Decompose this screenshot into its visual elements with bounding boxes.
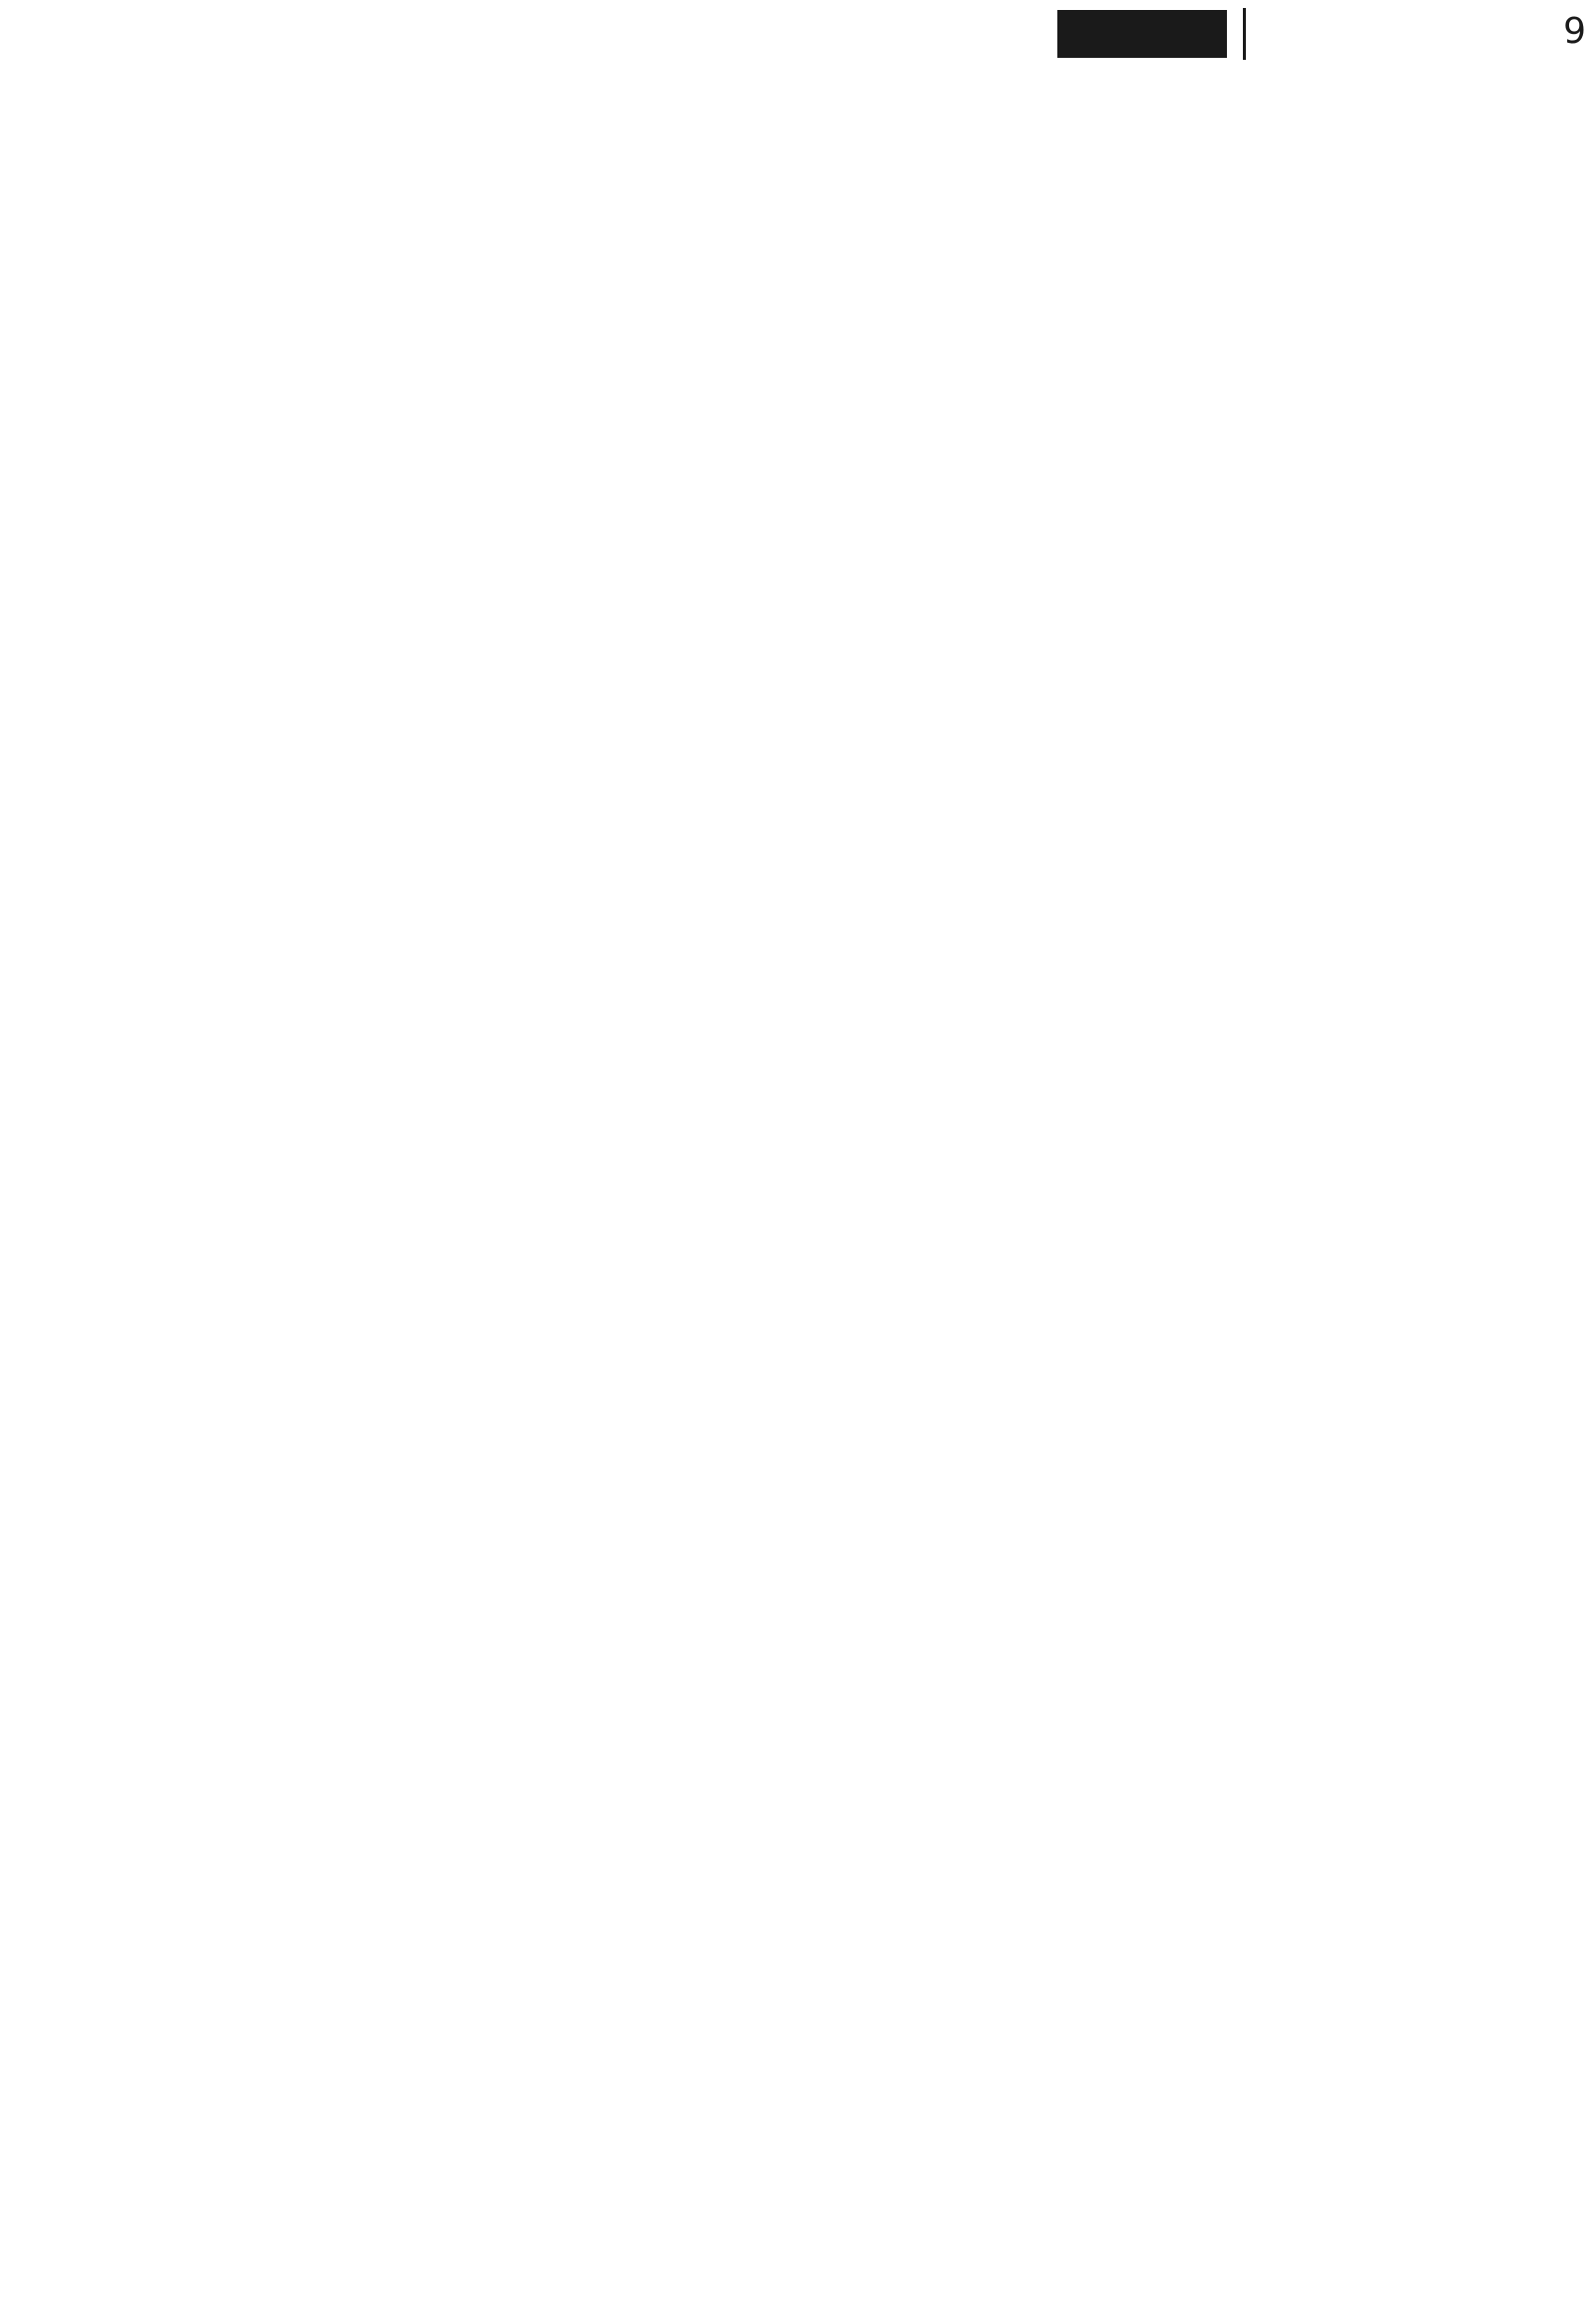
header-divider	[1243, 8, 1246, 60]
text-column-3	[1083, 100, 1588, 2294]
magazine-logo	[1267, 4, 1486, 60]
section-tag	[1057, 10, 1227, 58]
page-number: 9	[1563, 11, 1586, 52]
text-column-1	[0, 100, 505, 2294]
text-column-2	[545, 100, 1049, 2294]
page-header	[0, 0, 1596, 64]
